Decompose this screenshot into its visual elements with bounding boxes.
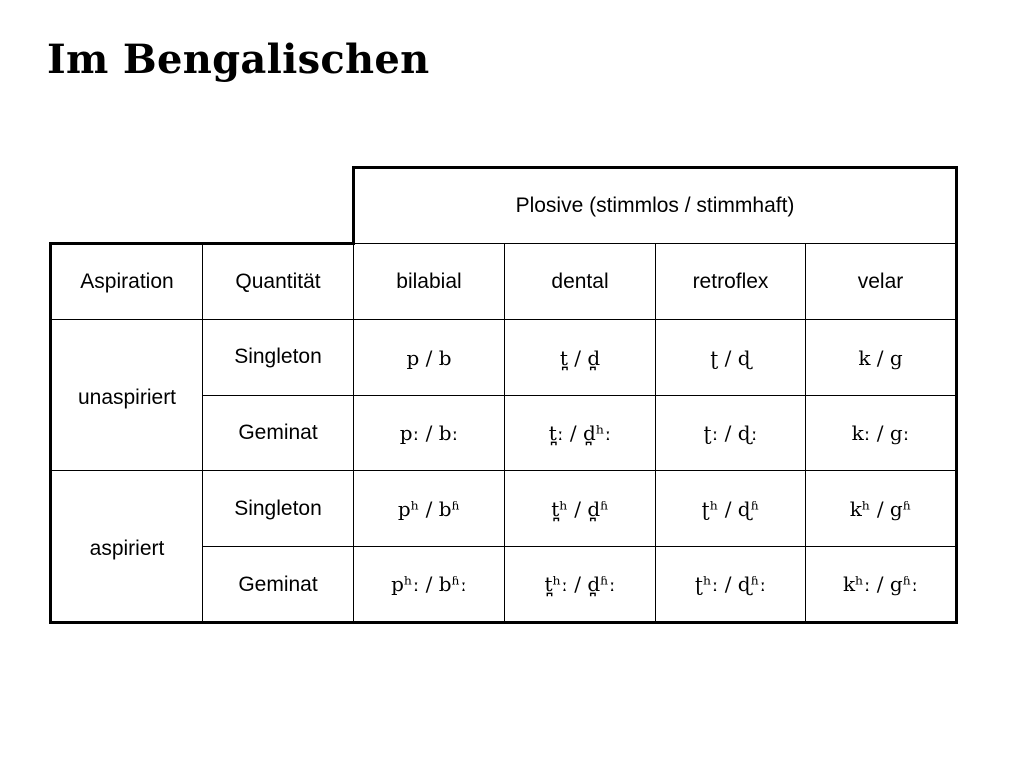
table-cell: t̪ / d̪: [559, 345, 601, 370]
table-border: [955, 166, 958, 624]
quantity-label: Geminat: [238, 421, 318, 444]
table-cell: pʰː / bʱː: [391, 572, 467, 596]
quantity-label: Singleton: [234, 345, 322, 368]
table-cell: kʰː / gʱː: [842, 572, 919, 596]
aspiration-label: unaspiriert: [77, 386, 177, 409]
column-header-quantity: Quantität: [235, 270, 321, 293]
table-cell: kʰ / gʱ: [849, 496, 912, 521]
table-cell: t̪ʰː / d̪ʱː: [544, 572, 616, 596]
table-cell: pʰ / bʱ: [397, 496, 461, 521]
table-cell: ʈ / ɖ: [710, 345, 751, 370]
aspiration-label: aspiriert: [89, 537, 165, 560]
page-title: Im Bengalischen: [47, 36, 430, 83]
column-header-aspiration: Aspiration: [80, 270, 174, 293]
table-cell: k / g: [858, 345, 903, 370]
table-cell: p / b: [406, 345, 452, 370]
table-border: [49, 621, 958, 624]
group-header: Plosive (stimmlos / stimmhaft): [515, 194, 795, 217]
column-header-bilabial: bilabial: [396, 270, 462, 293]
table-cell: kː / gː: [851, 421, 910, 445]
column-header-velar: velar: [857, 270, 904, 293]
table-cell: ʈʰː / ɖʱː: [694, 572, 767, 596]
table-cell: ʈʰ / ɖʱ: [701, 496, 760, 521]
table-cell: pː / bː: [399, 421, 459, 445]
table-cell: t̪ː / d̪ʰː: [548, 421, 612, 445]
quantity-label: Geminat: [238, 573, 318, 596]
column-header-dental: dental: [551, 270, 609, 293]
table-cell: ʈː / ɖː: [703, 421, 758, 445]
table-cell: t̪ʰ / d̪ʱ: [551, 496, 609, 521]
quantity-label: Singleton: [234, 497, 322, 520]
column-header-retroflex: retroflex: [692, 270, 769, 293]
